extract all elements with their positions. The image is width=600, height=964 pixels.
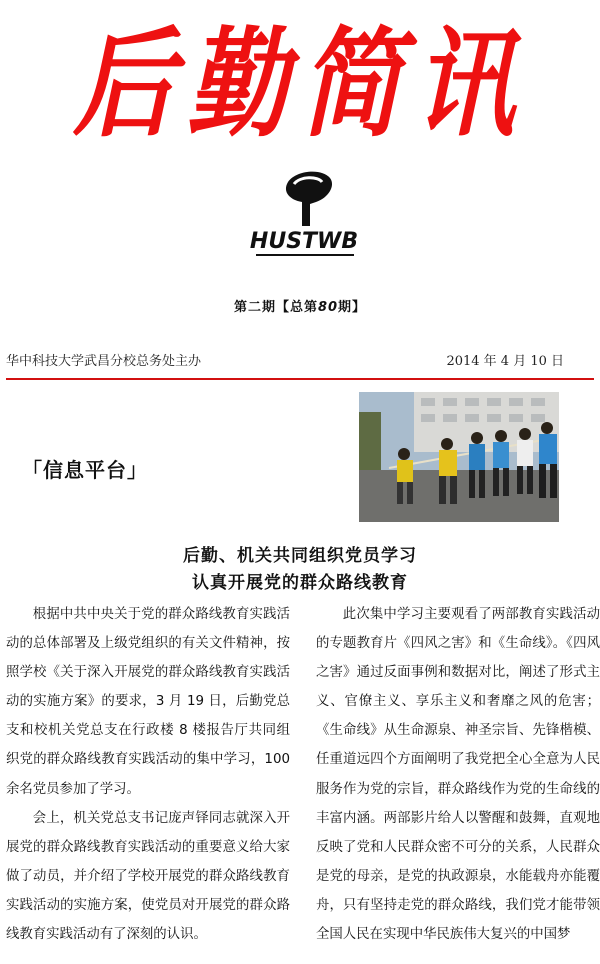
- article-headline-line1: 后勤、机关共同组织党员学习: [183, 546, 417, 566]
- issue-suffix: 期】: [338, 300, 367, 315]
- article-headline-line2: 认真开展党的群众路线教育: [192, 573, 408, 593]
- tug-of-war-photo: [359, 392, 559, 522]
- logo-icon: [250, 168, 360, 264]
- masthead-title: 后勤简讯: [72, 14, 528, 153]
- article-column-right: [316, 600, 600, 949]
- issue-date: 2014 年 4 月 10 日: [446, 354, 564, 369]
- hustwb-logo: [250, 168, 360, 264]
- sponsor-line: 华中科技大学武昌分校总务处主办: [6, 354, 202, 369]
- issue-number: 80: [317, 300, 339, 315]
- article-paragraph: 此次集中学习主要观看了两部教育实践活动的专题教育片《四风之害》和《生命线》。《四风之害》通过反面事例和数据对比，阐述了形式主义、官僚主义、享乐主义和奢靡之风的危害；《生命线》从生命源泉、神圣宗旨、先锋楷模、任重道远四个方面阐明了我党把全心全意为人民服务作为党的宗旨，群众路线作为党的生命线的丰富内涵。两部影片给人以警醒和鼓舞，直观地反映了党和人民群众密不可分的关系，人民群众是党的母亲，是党的执政源泉，水能载舟亦能覆舟，只有坚持走党的群众路线，我们党才能带领全国人民在实现中华民族伟大复兴的中国梦: [316, 607, 600, 943]
- section-label: 「信息平台」: [22, 458, 148, 482]
- article-paragraph: 根据中共中央关于党的群众路线教育实践活动的总体部署及上级党组织的有关文件精神，按照学校《关于深入开展党的群众路线教育实践活动的实施方案》的要求，3 月 19 日，后勤党总支和校机关党总支在行政楼 8 楼报告厅共同组织党的群众路线教育实践活动的集中学习，100 余名党员参加了学习。: [6, 607, 290, 797]
- article-column-left: [6, 600, 290, 949]
- article-paragraph: 会上，机关党总支书记庞声铎同志就深入开展党的群众路线教育实践活动的重要意义给大家做了动员，并介绍了学校开展党的群众路线教育实践活动的实施方案，使党员对开展党的群众路线教育实践活动有了深刻的认识。: [6, 810, 290, 943]
- issue-line: [0, 296, 600, 315]
- issue-prefix: 第二期【总第: [233, 300, 318, 315]
- header-divider: [6, 378, 594, 380]
- logo-lettering: HUSTWB: [250, 229, 359, 254]
